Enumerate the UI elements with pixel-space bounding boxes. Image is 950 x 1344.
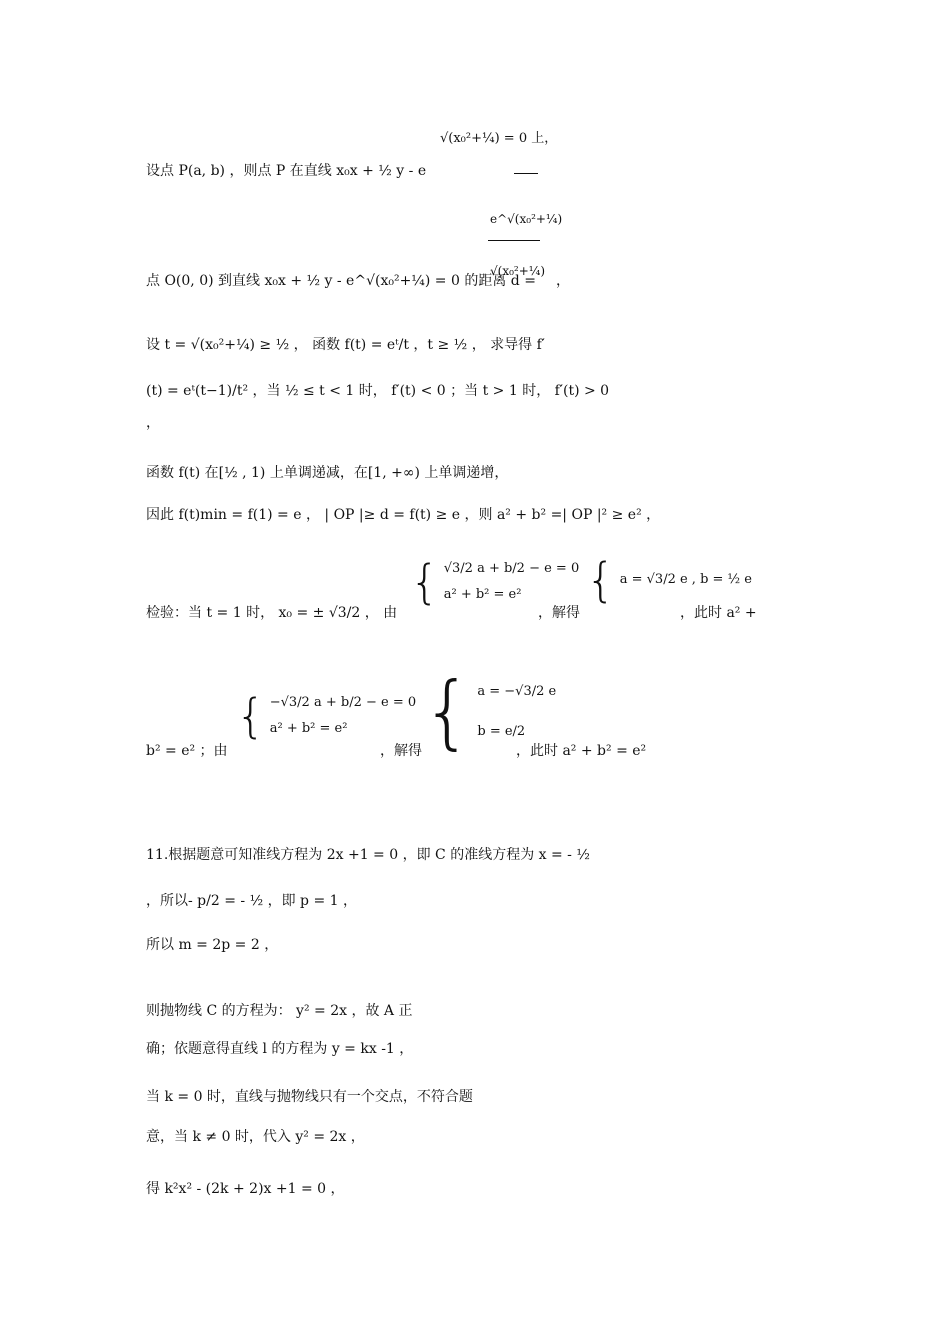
left-brace-icon: { xyxy=(586,553,616,607)
line-8-solve: ，解得 xyxy=(380,743,422,759)
line-6: 因此 f(t)min = f(1) = e ， | OP |≥ d = f(t) ≥ e ，则 a² + b² =| OP |² ≥ e² ， xyxy=(146,507,661,523)
distance-denominator: √(x₀²+¼) xyxy=(490,264,546,278)
line-1: 设点 P(a, b) ，则点 P 在直线 x₀x + ½ y - e xyxy=(146,163,427,179)
line-2-tail: ， xyxy=(556,273,570,289)
line-8: b² = e² ；由 xyxy=(146,743,228,759)
system-1 xyxy=(410,556,579,608)
solution-2-b: b = e/2 xyxy=(477,724,526,739)
line-10: ，所以- p/2 = - ½ ，即 p = 1 ， xyxy=(146,893,357,909)
solution-1-text: a = √3/2 e , b = ½ e xyxy=(619,572,752,587)
line-8-tail: ，此时 a² + b² = e² xyxy=(516,743,647,759)
line-1-superscript: √(x₀²+¼) = 0 上， xyxy=(440,131,558,146)
system-2-eq2: a² + b² = e² xyxy=(269,721,348,736)
line-2: 点 O(0, 0) 到直线 x₀x + ½ y - e^√(x₀²+¼) = 0 的距离 d = xyxy=(146,273,536,289)
left-brace-icon: { xyxy=(410,555,440,609)
line-11: 所以 m = 2p = 2 ， xyxy=(146,937,279,953)
line-7-tail: ，此时 a² + xyxy=(680,605,757,621)
solution-2-a: a = −√3/2 e xyxy=(477,684,557,699)
line-16: 得 k²x² - (2k + 2)x +1 = 0 ， xyxy=(146,1181,345,1197)
distance-fraction-bar xyxy=(488,240,540,241)
line-7: 检验：当 t = 1 时， x₀ = ± √3/2 ， 由 xyxy=(146,605,398,621)
line-5: 函数 f(t) 在[½ , 1) 上单调递减，在[1, +∞) 上单调递增， xyxy=(146,465,509,481)
solution-2 xyxy=(422,665,557,758)
line-3: 设 t = √(x₀²+¼) ≥ ½ ， 函数 f(t) = eᵗ/t ，t ≥ ½ ， 求导得 f′ xyxy=(146,337,545,353)
line-12: 则抛物线 C 的方程为： y² = 2x ，故 A 正 xyxy=(146,1003,413,1019)
line-4b: ， xyxy=(146,415,160,431)
system-2 xyxy=(236,690,416,742)
system-1-eq1: √3/2 a + b/2 − e = 0 xyxy=(443,561,580,576)
line-13: 确；依题意得直线 l 的方程为 y = kx -1 ， xyxy=(146,1041,414,1057)
line-9: 11.根据题意可知准线方程为 2x +1 = 0 ，即 C 的准线方程为 x = - ½ xyxy=(146,847,590,863)
system-2-eq1: −√3/2 a + b/2 − e = 0 xyxy=(269,695,417,710)
line-14: 当 k = 0 时，直线与抛物线只有一个交点，不符合题 xyxy=(146,1089,473,1105)
line-7-solve: ，解得 xyxy=(538,605,580,621)
left-brace-icon: { xyxy=(236,689,266,743)
fraction-bar xyxy=(514,173,538,174)
left-brace-icon: { xyxy=(422,665,473,758)
distance-numerator: e^√(x₀²+¼) xyxy=(490,212,563,226)
line-15: 意，当 k ≠ 0 时，代入 y² = 2x ， xyxy=(146,1129,365,1145)
solution-1 xyxy=(586,553,752,607)
system-1-eq2: a² + b² = e² xyxy=(443,587,522,602)
line-4: (t) = eᵗ(t−1)/t² ，当 ½ ≤ t < 1 时， f′(t) < 0 ；当 t > 1 时， f′(t) > 0 xyxy=(146,383,610,399)
